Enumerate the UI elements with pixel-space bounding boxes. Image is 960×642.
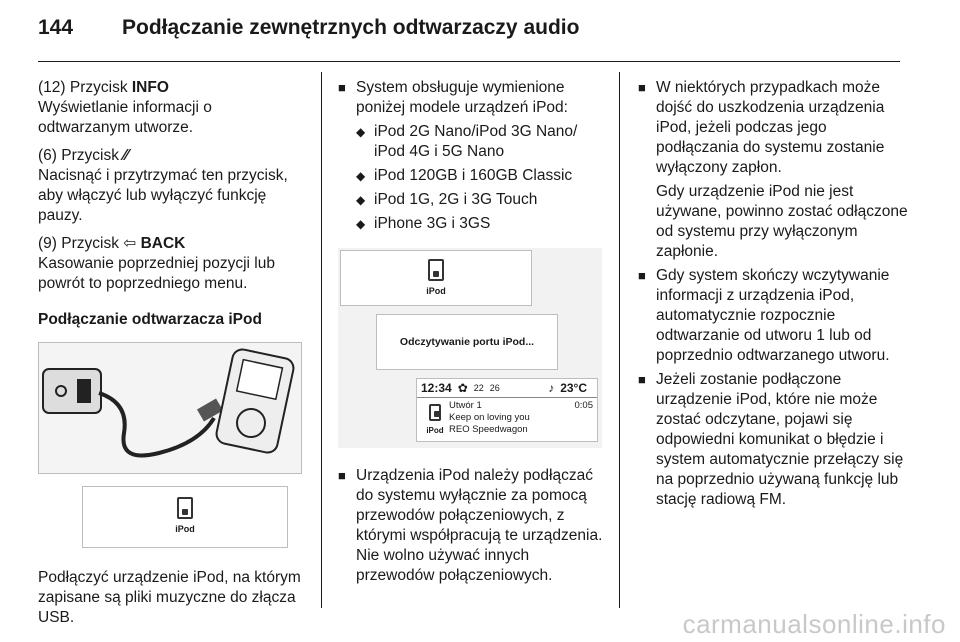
usb-cable-illustration (39, 343, 301, 473)
ipod-screen-3: 12:34 ✿ 22 26 ♪ 23°C iPod Utwór 1 0:05 Keep on loving you REO Speedwagon (416, 378, 598, 442)
column-3 (638, 78, 908, 510)
ipod-screens-illustration (338, 248, 602, 448)
pause-icon: ⁄⁄ (123, 147, 129, 164)
error-note: ■ Jeżeli zostanie podłączone urządzenie iPod, które nie może zostać odczytane, pojawi się odpowiedni komunikat o błędzie i system automatycznie przełączy się na poprzednio używaną funkcję lub stację radiową FM. (638, 371, 904, 508)
autoplay-note: ■ Gdy system skończy wczytywanie informacji z urządzenia iPod, automatycznie rozpocznie odtwarzanie od utworu 1 lub od poprzednio odtwarzanego utworu. (638, 267, 890, 364)
list-item: ◆ iPod 2G Nano/iPod 3G Nano/ iPod 4G i 5G Nano (356, 123, 578, 160)
ignition-warning-continued: Gdy urządzenie iPod nie jest używane, powinno zostać odłączone od systemu przy wyłączonym zapłonie. (656, 183, 908, 260)
ipod-icon (428, 259, 444, 281)
back-button-line: (9) Przycisk ⇦ BACK (38, 235, 186, 252)
list-item: ◆ iPhone 3G i 3GS (356, 215, 491, 232)
reading-port-message: Odczytywanie portu iPod... (399, 336, 535, 348)
ipod-icon (177, 497, 193, 519)
info-key: INFO (131, 79, 169, 96)
models-intro: ■ System obsługuje wymienione poniżej modele urządzeń iPod: (338, 79, 568, 116)
audio-icon: ♪ (548, 381, 555, 395)
column-2 (338, 78, 606, 586)
track-number: Utwór 1 (449, 400, 482, 411)
artist-name: REO Speedwagon (449, 424, 528, 435)
column-divider-2 (619, 72, 620, 608)
page-number: 144 (38, 16, 74, 39)
ipod-display-label: iPod (175, 524, 195, 534)
ignition-warning: ■ W niektórych przypadkach może dojść do uszkodzenia urządzenia iPod, jeżeli podczas jego podłączania do systemu zostanie wyłączony zapłon. (638, 79, 885, 176)
column-1 (38, 78, 308, 628)
back-key: BACK (140, 235, 186, 252)
header-rule (38, 61, 900, 62)
ipod-screen-1: iPod (340, 250, 532, 306)
settings-icon: ✿ (457, 381, 468, 395)
temperature: 23°C (560, 381, 587, 395)
clock: 12:34 (421, 381, 452, 395)
watermark: carmanualsonline.info (682, 609, 946, 639)
pause-description: Nacisnąć i przytrzymać ten przycisk, aby włączyć lub wyłączyć funkcję pauzy. (38, 167, 288, 224)
info-description: Wyświetlanie informacji o odtwarzanym utworze. (38, 99, 212, 136)
ipod-connection-illustration (38, 342, 302, 474)
status-bar (417, 379, 597, 398)
column-divider-1 (321, 72, 322, 608)
connect-instruction: Podłączyć urządzenie iPod, na którym zapisane są pliki muzyczne do złącza USB. (38, 569, 301, 626)
song-title: Keep on loving you (449, 412, 530, 423)
page-header (38, 16, 579, 56)
back-description: Kasowanie poprzedniej pozycji lub powrót to poprzedniego menu. (38, 255, 275, 292)
ipod-display-screen (82, 486, 288, 548)
page-title: Podłączanie zewnętrznych odtwarzaczy audio (122, 16, 580, 39)
channel-1: 22 (473, 383, 484, 393)
list-item: ◆ iPod 120GB i 160GB Classic (356, 167, 573, 184)
section-heading: Podłączanie odtwarzacza iPod (38, 311, 262, 328)
info-button-line: (12) Przycisk INFO (38, 79, 169, 96)
ipod-screen-2 (376, 314, 558, 370)
channel-2: 26 (489, 383, 500, 393)
cable-note: ■ Urządzenia iPod należy podłączać do systemu wyłącznie za pomocą przewodów połączeniowych, z którymi współpracują te urządzenia. Nie wolno używać innych przewodów połączeniowych. (338, 467, 603, 584)
list-item: ◆ iPod 1G, 2G i 3G Touch (356, 191, 538, 208)
elapsed-time: 0:05 (574, 400, 593, 411)
back-arrow-icon: ⇦ (123, 235, 137, 252)
ipod-icon (429, 404, 441, 421)
pause-button-line: (6) Przycisk ⁄⁄ (38, 147, 129, 164)
